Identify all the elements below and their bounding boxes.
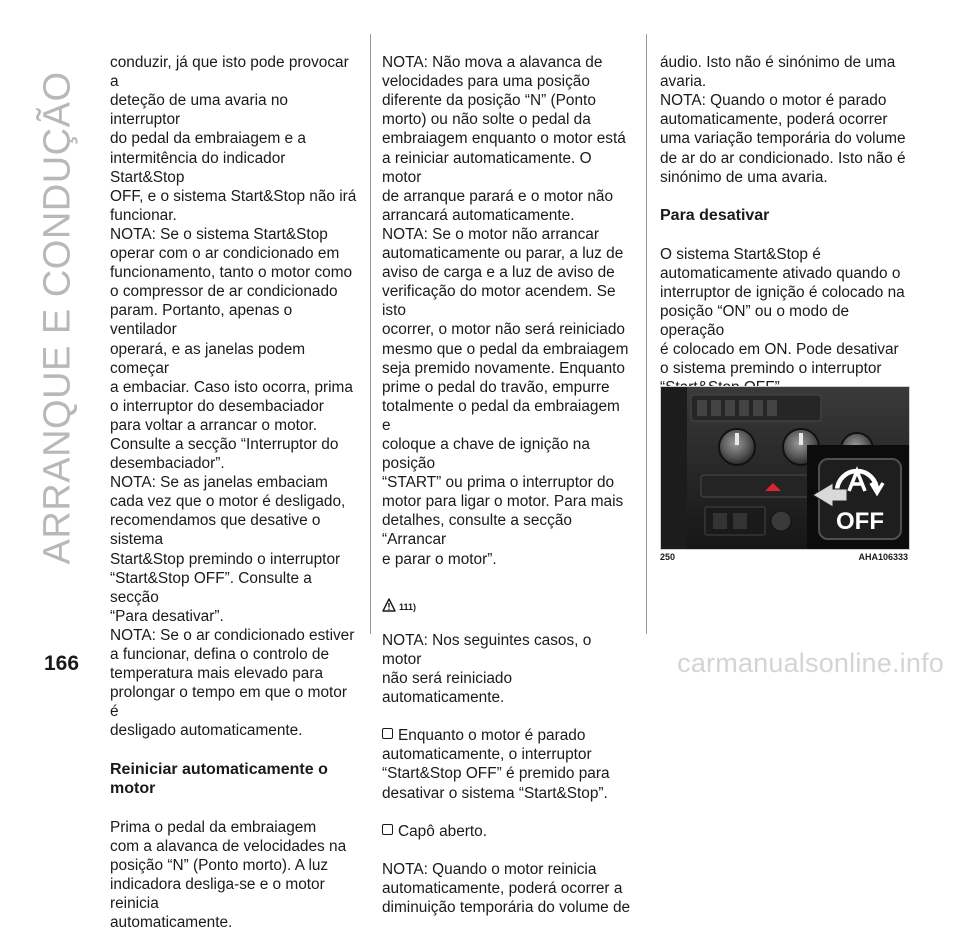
- dashboard-photo: [660, 386, 910, 550]
- warning-reference: [382, 590, 632, 612]
- dashboard-illustration: [661, 387, 909, 549]
- bullet-item: [382, 726, 632, 802]
- section-heading-disable: Para desativar: [660, 206, 770, 224]
- figure-caption: [660, 552, 908, 566]
- column-divider: [646, 34, 647, 634]
- figure-code: AHA106333: [858, 552, 908, 562]
- warning-triangle-icon: [382, 598, 396, 612]
- warning-number: 111): [399, 601, 417, 612]
- column-divider: [370, 34, 371, 634]
- checkbox-bullet-icon: [382, 824, 393, 835]
- section-heading-restart: Reiniciar automaticamente o motor: [110, 760, 328, 798]
- text-column-1: [110, 34, 358, 952]
- figure-number: 250: [660, 552, 676, 562]
- text-column-2: [382, 34, 632, 936]
- chapter-side-title: ARRANQUE E CONDUÇÃO: [36, 71, 79, 565]
- checkbox-bullet-icon: [382, 728, 393, 739]
- button-off-label: OFF: [836, 508, 884, 535]
- paragraph: O sistema Start&Stop é automaticamente ativado quando o interruptor de ignição é colocado na posição “ON” ou o modo de operação é colocado em ON. Pode desativar o sistema premindo o interruptor: [660, 245, 905, 378]
- paragraph: áudio. Isto não é sinónimo de uma avaria. NOTA: Quando o motor é parado automaticamente, poderá ocorrer uma variação temporária do volume de ar do ar condicionado. Isto não é sinónimo de uma avaria.: [660, 54, 906, 186]
- paragraph: NOTA: Nos seguintes casos, o motor não será reiniciado automaticamente.: [382, 631, 592, 707]
- paragraph: NOTA: Quando o motor reinicia automaticamente, poderá ocorrer a diminuição temporária do volume de: [382, 860, 631, 917]
- page-number: 166: [44, 652, 80, 675]
- bullet-text: Capô aberto.: [398, 822, 487, 840]
- paragraph: NOTA: Não mova a alavanca de velocidades para uma posição diferente da posição “N” (Ponto morto) ou não solte o pedal da embraiagem enquanto o motor está a reiniciar automaticamente. O motor de arranque parará e o motor não arrancará automaticamente. NOTA: Se o motor não arrancar automaticamente ou parar, a luz de aviso de carga e a luz de aviso de verificação do motor acendem. Se isto ocorrer, o motor não será reiniciado mesmo que o pedal da embraiagem seja premido novamente. Enquanto prime o pedal do travão, empurre totalmente o pedal da embraiagem e coloque a chave de ignição na posição “START” ou prima o interruptor do motor para ligar o motor. Para mais detalhes, consulte a secção “Arrancar e parar o motor”.: [382, 54, 629, 568]
- bullet-text: Enquanto o motor é parado automaticamente, o interruptor “Start&Stop OFF” é premido para desativar o sistema “Start&Stop”.: [382, 727, 610, 802]
- bullet-item: [382, 822, 632, 841]
- paragraph: conduzir, já que isto pode provocar a deteção de uma avaria no interruptor do pedal da embraiagem e a intermitência do indicador Start&Stop OFF, e o sistema Start&Stop não irá funcionar. NOTA: Se o sistema Start&Stop operar com o ar condicionado em funcionamento, tanto o motor como o compressor de ar condicionado param. Portanto, apenas o ventilador operará, e as janelas podem começar a embaciar. Caso isto ocorra, prima o interruptor do desembaciador para voltar a arrancar o motor. Consulte a secção “Interruptor do desembaciador”. NOTA: Se as janelas embaciam cada vez que o motor é desligado, recomendamos que desative o sistema Start&Stop premindo o interruptor “Start&Stop OFF”. Consulte a secção “Para desativar”. NOTA: Se o ar condicionado estiver a funcionar, defina o controlo de temperatura mais elevado para prolongar o tempo em que o motor é desligado automaticamente.: [110, 54, 357, 740]
- watermark-text: carmanualsonline.info: [677, 648, 944, 678]
- paragraph: Prima o pedal da embraiagem com a alavanca de velocidades na posição “N” (Ponto morto). A luz indicadora desliga-se e o motor reinicia automaticamente.: [110, 818, 347, 932]
